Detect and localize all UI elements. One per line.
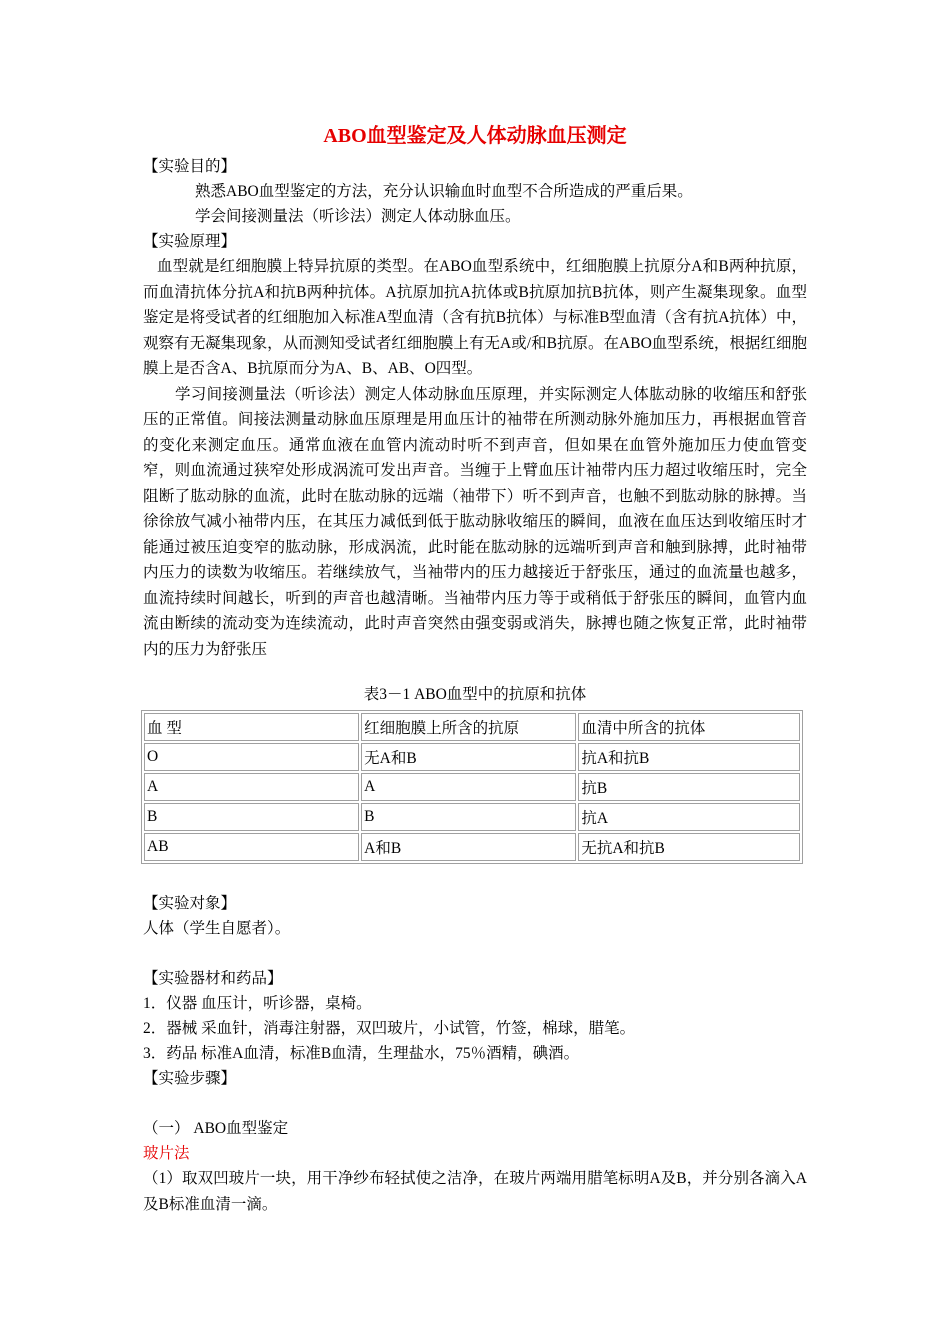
table-row (144, 773, 800, 801)
purpose-item-1: 熟悉ABO血型鉴定的方法，充分认识输血时血型不合所造成的严重后果。 (195, 183, 693, 200)
abo-antigen-table (141, 710, 803, 864)
steps-heading: 【实验步骤】 (143, 1070, 237, 1087)
subject-heading: 【实验对象】 (143, 895, 237, 912)
materials-item-2: 2．器械 采血针，消毒注射器，双凹玻片，小试管，竹签，棉球，腊笔。 (143, 1020, 636, 1037)
table-header-cell: 血清中所含的抗体 (578, 713, 800, 741)
document-page (143, 118, 807, 1217)
table-cell: A (144, 773, 359, 801)
steps-section-1: （一） ABO血型鉴定 (143, 1120, 289, 1137)
materials-item-1: 1．仪器 血压计，听诊器，桌椅。 (143, 995, 372, 1012)
table-cell: 抗A (578, 803, 800, 831)
table-row (144, 803, 800, 831)
table-header-cell: 红细胞膜上所含的抗原 (361, 713, 576, 741)
principle-paragraph-1: 血型就是红细胞膜上特异抗原的类型。在ABO血型系统中，红细胞膜上抗原分A和B两种抗原，而血清抗体分抗A和抗B两种抗体。A抗原加抗A抗体或B抗原加抗B抗体，则产生凝集现象。血型鉴定是将受试者的红细胞加入标准A型血清（含有抗B抗体）与标准B型血清（含有抗A抗体）中，观察有无凝集现象，从而测知受试者红细胞膜上有无A或/和B抗原。在ABO血型系统，根据红细胞膜上是否含A、B抗原而分为A、B、AB、O四型。 (143, 258, 807, 377)
principle-heading: 【实验原理】 (143, 233, 237, 250)
spacer (143, 941, 807, 966)
table-row (144, 833, 800, 861)
table-row (144, 743, 800, 771)
spacer (143, 864, 807, 891)
table-caption: 表3－1 ABO血型中的抗原和抗体 (363, 686, 587, 703)
principle-paragraph-2: 学习间接测量法（听诊法）测定人体动脉血压原理，并实际测定人体肱动脉的收缩压和舒张压的正常值。间接法测量动脉血压原理是用血压计的袖带在所测动脉外施加压力，再根据血管音的变化来测定血压。通常血液在血管内流动时听不到声音，但如果在血管外施加压力使血管变窄，则血流通过狭窄处形成涡流可发出声音。当缠于上臂血压计袖带内压力超过收缩压时，完全阻断了肱动脉的血流，此时在肱动脉的远端（袖带下）听不到声音，也触不到肱动脉的脉搏。当徐徐放气减小袖带内压，在其压力减低到低于肱动脉收缩压的瞬间，血液在血压达到收缩压时才能通过被压迫变窄的肱动脉，形成涡流，此时能在肱动脉的远端听到声音和触到脉搏，此时袖带内压力的读数为收缩压。若继续放气，当袖带内的压力越接近于舒张压，通过的血流量也越多，血流持续时间越长，听到的声音也越清晰。当袖带内压力等于或稍低于舒张压的瞬间，血管内血流由断续的流动变为连续流动，此时声音突然由强变弱或消失，脉搏也随之恢复正常，此时袖带内的压力为舒张压 (143, 385, 807, 658)
materials-heading: 【实验器材和药品】 (143, 970, 283, 987)
table-cell: O (144, 743, 359, 771)
purpose-heading: 【实验目的】 (143, 158, 237, 175)
subject-text: 人体（学生自愿者）。 (143, 920, 291, 937)
table-header-cell: 血 型 (144, 713, 359, 741)
table-cell: B (144, 803, 359, 831)
table-header-row (144, 713, 800, 741)
materials-item-3: 3．药品 标准A血清，标准B血清，生理盐水，75％酒精，碘酒。 (143, 1045, 580, 1062)
table-cell: B (361, 803, 576, 831)
table-cell: A和B (361, 833, 576, 861)
document-title: ABO血型鉴定及人体动脉血压测定 (323, 125, 627, 147)
table-cell: AB (144, 833, 359, 861)
spacer (143, 1091, 807, 1116)
table-cell: 无抗A和抗B (578, 833, 800, 861)
purpose-item-2: 学会间接测量法（听诊法）测定人体动脉血压。 (195, 208, 521, 225)
table-cell: 无A和B (361, 743, 576, 771)
table-cell: 抗A和抗B (578, 743, 800, 771)
table-cell: A (361, 773, 576, 801)
method-title: 玻片法 (143, 1145, 190, 1162)
step-1-text: （1）取双凹玻片一块，用干净纱布轻拭使之洁净，在玻片两端用腊笔标明A及B，并分别各滴入A及B标准血清一滴。 (143, 1170, 807, 1213)
table-cell: 抗B (578, 773, 800, 801)
